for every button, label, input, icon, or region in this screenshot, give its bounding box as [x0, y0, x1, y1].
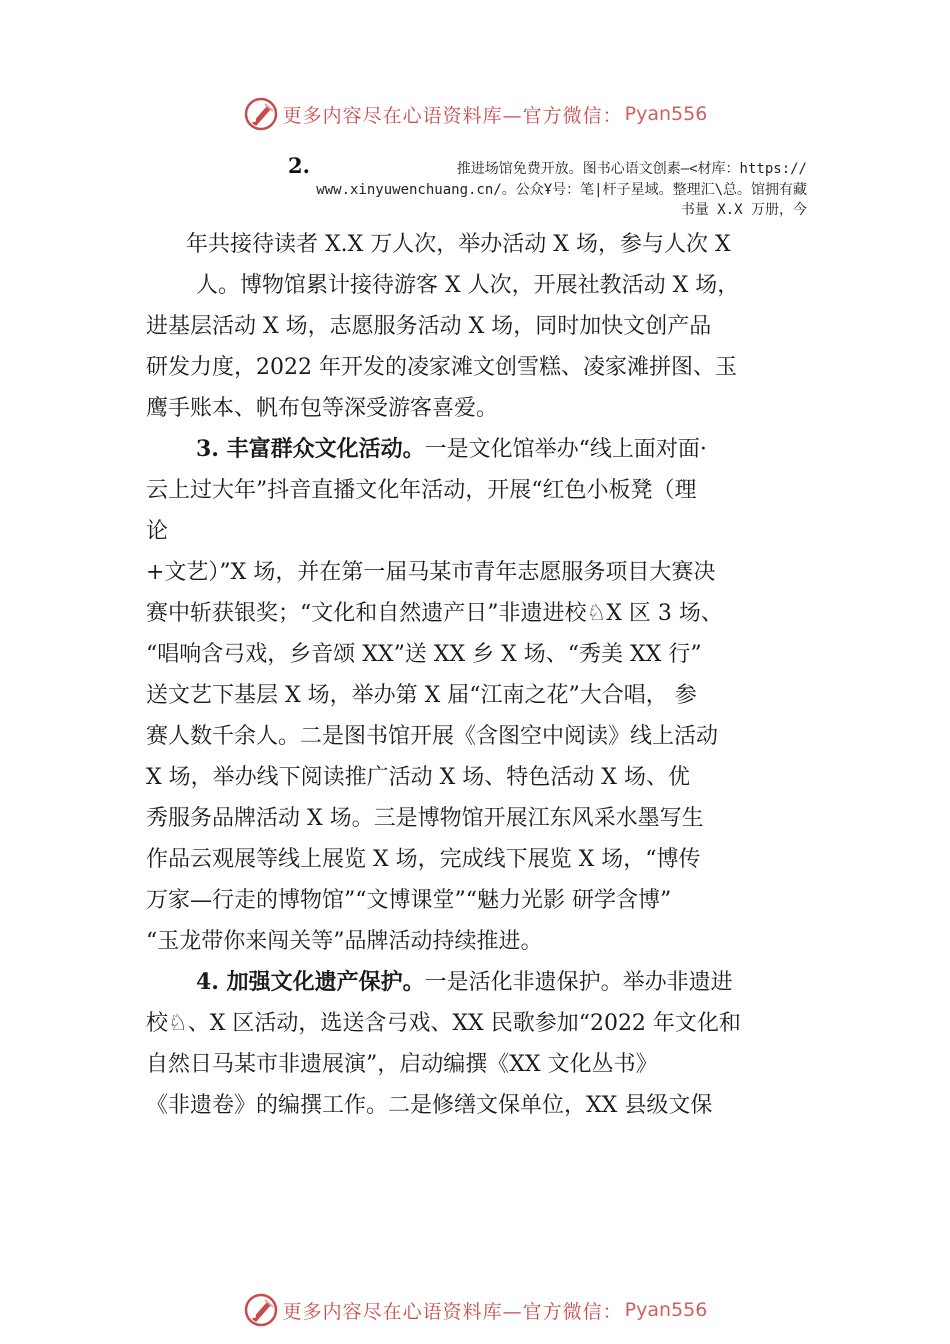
paragraph-line: 论 [146, 519, 169, 544]
paragraph-line: +文艺）”X 场，并在第一届马某市青年志愿服务项目大赛决 [146, 560, 716, 585]
section-heading-3: 3. 丰富群众文化活动。 [196, 436, 425, 462]
paragraph-line: 进基层活动 X 场，志愿服务活动 X 场，同时加快文创产品 [146, 314, 712, 339]
banner-wechat-id: Pyan556 [624, 1299, 708, 1321]
paragraph-line: 年共接待读者 X.X 万人次，举办活动 X 场，参与人次 X [186, 232, 731, 257]
paragraph-line [146, 962, 826, 1003]
paragraph-line: 赛中斩获银奖；“文化和自然遗产日”非遗进校♘X 区 3 场、 [146, 601, 723, 626]
paragraph-line: 万家—行走的博物馆”“文博课堂”“魅力光影 研学含博” [146, 888, 672, 913]
pen-seal-logo-icon [243, 1292, 279, 1328]
paragraph-line: 《非遗卷》的编撰工作。二是修缮文保单位，XX 县级文保 [146, 1093, 713, 1118]
paragraph-line: “唱响含弓戏，乡音颂 XX”送 XX 乡 X 场、“秀美 XX 行” [146, 642, 702, 667]
header-line: 推进场馆免费开放。图书心语文创素—<材库：https:// [456, 161, 807, 177]
top-watermark-banner [0, 94, 950, 134]
paragraph-line: 校♘、X 区活动，选送含弓戏、XX 民歌参加“2022 年文化和 [146, 1011, 741, 1036]
paragraph-text: 一是文化馆举办“线上面对面· [424, 437, 707, 462]
section-number: 2. [288, 153, 310, 178]
paragraph-line: 赛人数千余人。二是图书馆开展《含图空中阅读》线上活动 [146, 724, 719, 749]
paragraph-line: 人。博物馆累计接待游客 X 人次，开展社教活动 X 场， [196, 273, 740, 298]
paragraph-line: 研发力度，2022 年开发的凌家滩文创雪糕、凌家滩拼图、玉 [146, 355, 737, 380]
paragraph-line: X 场，举办线下阅读推广活动 X 场、特色活动 X 场、优 [146, 765, 690, 790]
banner-text: 更多内容尽在心语资料库—官方微信： [282, 1300, 623, 1323]
paragraph-line: 自然日马某市非遗展演”，启动编撰《XX 文化丛书》 [146, 1052, 658, 1077]
paragraph-line: 秀服务品牌活动 X 场。三是博物馆开展江东风采水墨写生 [146, 806, 704, 831]
paragraph-line: 鹰手账本、帆布包等深受游客喜爱。 [146, 396, 499, 421]
banner-wechat-id: Pyan556 [624, 103, 708, 125]
paragraph-text: 一是活化非遗保护。举办非遗进 [424, 970, 733, 995]
paragraph-line: “玉龙带你来闯关等”品牌活动持续推进。 [146, 929, 543, 954]
paragraph-line [146, 429, 826, 470]
pen-seal-logo-icon [243, 96, 279, 132]
bottom-watermark-banner [0, 1290, 950, 1330]
paragraph-line: 云上过大年”抖音直播文化年活动，开展“红色小板凳（理 [146, 478, 697, 503]
header-line: 书量 X.X 万册，今 [680, 202, 807, 218]
section-heading-4: 4. 加强文化遗产保护。 [196, 969, 425, 995]
banner-text: 更多内容尽在心语资料库—官方微信： [282, 104, 623, 127]
paragraph-line: 作品云观展等线上展览 X 场，完成线下展览 X 场，“博传 [146, 847, 701, 872]
header-line: www.xinyuwenchuang.cn/。公众Ұ号：笔|杆子星域。整理汇\总。馆拥有藏 [316, 182, 807, 198]
paragraph-line: 送文艺下基层 X 场，举办第 X 届“江南之花”大合唱， 参 [146, 683, 697, 708]
document-body [146, 224, 826, 1126]
